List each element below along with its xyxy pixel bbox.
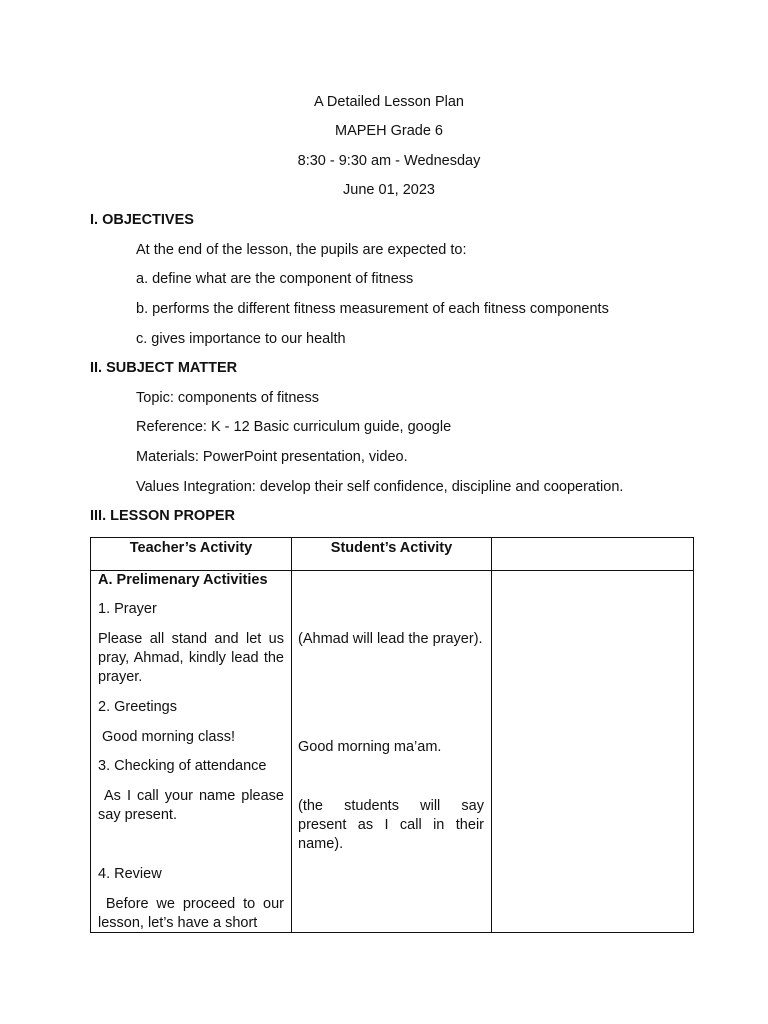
doc-subject: MAPEH Grade 6 — [335, 123, 443, 139]
teacher-activity-cell — [91, 571, 292, 933]
subject-reference: Reference: K - 12 Basic curriculum guide, google — [136, 419, 452, 435]
step-attendance: 3. Checking of attendance — [98, 758, 267, 774]
greeting-text: Good morning class! — [98, 729, 236, 745]
objective-item: b. performs the different fitness measurement of each fitness components — [136, 301, 609, 317]
student-activity-cell — [292, 571, 492, 933]
subject-topic: Topic: components of fitness — [136, 390, 319, 406]
student-greeting-response: Good morning ma’am. — [298, 739, 442, 755]
step-greetings: 2. Greetings — [98, 699, 177, 715]
blank-column-cell — [492, 571, 694, 933]
subject-materials: Materials: PowerPoint presentation, video. — [136, 449, 408, 465]
step-review: 4. Review — [98, 866, 162, 882]
student-activity-header: Student’s Activity — [292, 538, 492, 571]
student-prayer-response: (Ahmad will lead the prayer). — [298, 631, 483, 647]
subject-values-integration: Values Integration: develop their self confidence, discipline and cooperation. — [136, 479, 624, 495]
table-header-row — [91, 538, 694, 571]
objectives-intro: At the end of the lesson, the pupils are expected to: — [136, 242, 467, 258]
lesson-activity-table — [90, 537, 694, 933]
review-instruction: Before we proceed to our lesson, let’s have a short — [98, 896, 289, 931]
preliminary-activities-heading: A. Prelimenary Activities — [98, 572, 268, 588]
teacher-activity-header: Teacher’s Activity — [91, 538, 292, 571]
blank-header — [492, 538, 694, 571]
step-prayer: 1. Prayer — [98, 601, 157, 617]
section-lesson-proper-heading: III. LESSON PROPER — [90, 508, 236, 524]
doc-date: June 01, 2023 — [343, 182, 435, 198]
table-row — [91, 571, 694, 933]
objective-item: c. gives importance to our health — [136, 331, 346, 347]
attendance-instruction: As I call your name please say present. — [98, 788, 289, 823]
doc-schedule: 8:30 - 9:30 am - Wednesday — [297, 153, 481, 169]
doc-title: A Detailed Lesson Plan — [314, 94, 464, 110]
objective-item: a. define what are the component of fitness — [136, 271, 414, 287]
section-subject-matter-heading: II. SUBJECT MATTER — [90, 360, 238, 376]
student-attendance-response: (the students will say present as I call in their name). — [298, 798, 484, 852]
prayer-instruction: Please all stand and let us pray, Ahmad, kindly lead the prayer. — [98, 631, 284, 685]
section-objectives-heading: I. OBJECTIVES — [90, 212, 194, 228]
